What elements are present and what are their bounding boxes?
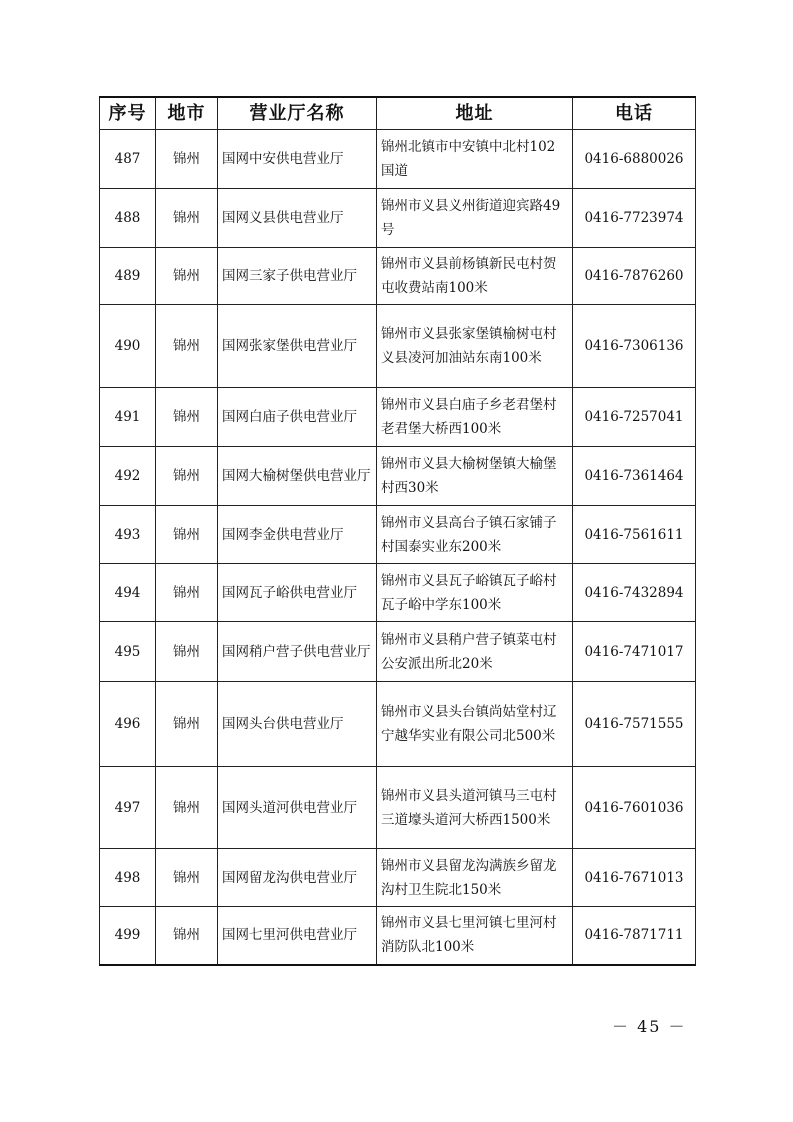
cell-hall-name: 国网七里河供电营业厅	[218, 907, 377, 965]
table-row	[100, 564, 696, 622]
cell-address: 锦州市义县大榆树堡镇大榆堡村西30米	[377, 447, 573, 506]
cell-address: 锦州市义县留龙沟满族乡留龙沟村卫生院北150米	[377, 849, 573, 907]
cell-address: 锦州市义县稍户营子镇菜屯村公安派出所北20米	[377, 622, 573, 682]
cell-no: 494	[100, 564, 156, 622]
cell-address: 锦州市义县头台镇尚姑堂村辽宁越华实业有限公司北500米	[377, 682, 573, 767]
cell-phone: 0416-7723974	[573, 189, 696, 248]
cell-phone: 0416-6880026	[573, 130, 696, 189]
table-row	[100, 907, 696, 965]
cell-hall-name: 国网瓦子峪供电营业厅	[218, 564, 377, 622]
cell-no: 493	[100, 506, 156, 564]
cell-no: 496	[100, 682, 156, 767]
cell-hall-name: 国网三家子供电营业厅	[218, 248, 377, 305]
cell-no: 495	[100, 622, 156, 682]
cell-address: 锦州北镇市中安镇中北村102国道	[377, 130, 573, 189]
table-row	[100, 305, 696, 388]
cell-address: 锦州市义县七里河镇七里河村消防队北100米	[377, 907, 573, 965]
table-row	[100, 622, 696, 682]
cell-no: 498	[100, 849, 156, 907]
cell-phone: 0416-7871711	[573, 907, 696, 965]
header-address: 地址	[377, 97, 573, 130]
cell-address: 锦州市义县白庙子乡老君堡村老君堡大桥西100米	[377, 388, 573, 447]
cell-address: 锦州市义县头道河镇马三屯村三道壕头道河大桥西1500米	[377, 767, 573, 849]
table-row	[100, 767, 696, 849]
cell-no: 497	[100, 767, 156, 849]
cell-city: 锦州	[156, 189, 218, 248]
cell-hall-name: 国网李金供电营业厅	[218, 506, 377, 564]
page-number: － 45 －	[612, 1017, 687, 1036]
cell-city: 锦州	[156, 447, 218, 506]
cell-no: 492	[100, 447, 156, 506]
cell-city: 锦州	[156, 388, 218, 447]
cell-address: 锦州市义县义州街道迎宾路49号	[377, 189, 573, 248]
cell-phone: 0416-7471017	[573, 622, 696, 682]
cell-phone: 0416-7571555	[573, 682, 696, 767]
cell-address: 锦州市义县瓦子峪镇瓦子峪村瓦子峪中学东100米	[377, 564, 573, 622]
cell-city: 锦州	[156, 767, 218, 849]
table-row	[100, 849, 696, 907]
cell-phone: 0416-7306136	[573, 305, 696, 388]
cell-hall-name: 国网白庙子供电营业厅	[218, 388, 377, 447]
table-row	[100, 447, 696, 506]
service-hall-table	[99, 96, 696, 966]
cell-no: 487	[100, 130, 156, 189]
cell-hall-name: 国网留龙沟供电营业厅	[218, 849, 377, 907]
cell-hall-name: 国网头道河供电营业厅	[218, 767, 377, 849]
table-row	[100, 506, 696, 564]
cell-city: 锦州	[156, 682, 218, 767]
table-row	[100, 130, 696, 189]
table-row	[100, 682, 696, 767]
cell-city: 锦州	[156, 564, 218, 622]
header-phone: 电话	[573, 97, 696, 130]
cell-address: 锦州市义县前杨镇新民屯村贺屯收费站南100米	[377, 248, 573, 305]
table-row	[100, 248, 696, 305]
cell-phone: 0416-7257041	[573, 388, 696, 447]
cell-city: 锦州	[156, 622, 218, 682]
cell-phone: 0416-7561611	[573, 506, 696, 564]
cell-city: 锦州	[156, 506, 218, 564]
table-body	[100, 130, 696, 965]
header-row	[100, 97, 696, 130]
cell-hall-name: 国网中安供电营业厅	[218, 130, 377, 189]
header-no: 序号	[100, 97, 156, 130]
cell-hall-name: 国网大榆树堡供电营业厅	[218, 447, 377, 506]
cell-no: 488	[100, 189, 156, 248]
cell-address: 锦州市义县高台子镇石家铺子村国泰实业东200米	[377, 506, 573, 564]
cell-phone: 0416-7601036	[573, 767, 696, 849]
cell-city: 锦州	[156, 130, 218, 189]
cell-phone: 0416-7432894	[573, 564, 696, 622]
header-hall-name: 营业厅名称	[218, 97, 377, 130]
cell-city: 锦州	[156, 907, 218, 965]
cell-no: 491	[100, 388, 156, 447]
table-row	[100, 189, 696, 248]
cell-city: 锦州	[156, 248, 218, 305]
cell-hall-name: 国网稍户营子供电营业厅	[218, 622, 377, 682]
cell-no: 499	[100, 907, 156, 965]
cell-city: 锦州	[156, 849, 218, 907]
cell-phone: 0416-7876260	[573, 248, 696, 305]
cell-hall-name: 国网张家堡供电营业厅	[218, 305, 377, 388]
cell-no: 490	[100, 305, 156, 388]
table-row	[100, 388, 696, 447]
cell-address: 锦州市义县张家堡镇榆树屯村义县凌河加油站东南100米	[377, 305, 573, 388]
cell-phone: 0416-7671013	[573, 849, 696, 907]
cell-hall-name: 国网义县供电营业厅	[218, 189, 377, 248]
cell-no: 489	[100, 248, 156, 305]
table-header	[100, 97, 696, 130]
cell-hall-name: 国网头台供电营业厅	[218, 682, 377, 767]
cell-city: 锦州	[156, 305, 218, 388]
cell-phone: 0416-7361464	[573, 447, 696, 506]
header-city: 地市	[156, 97, 218, 130]
